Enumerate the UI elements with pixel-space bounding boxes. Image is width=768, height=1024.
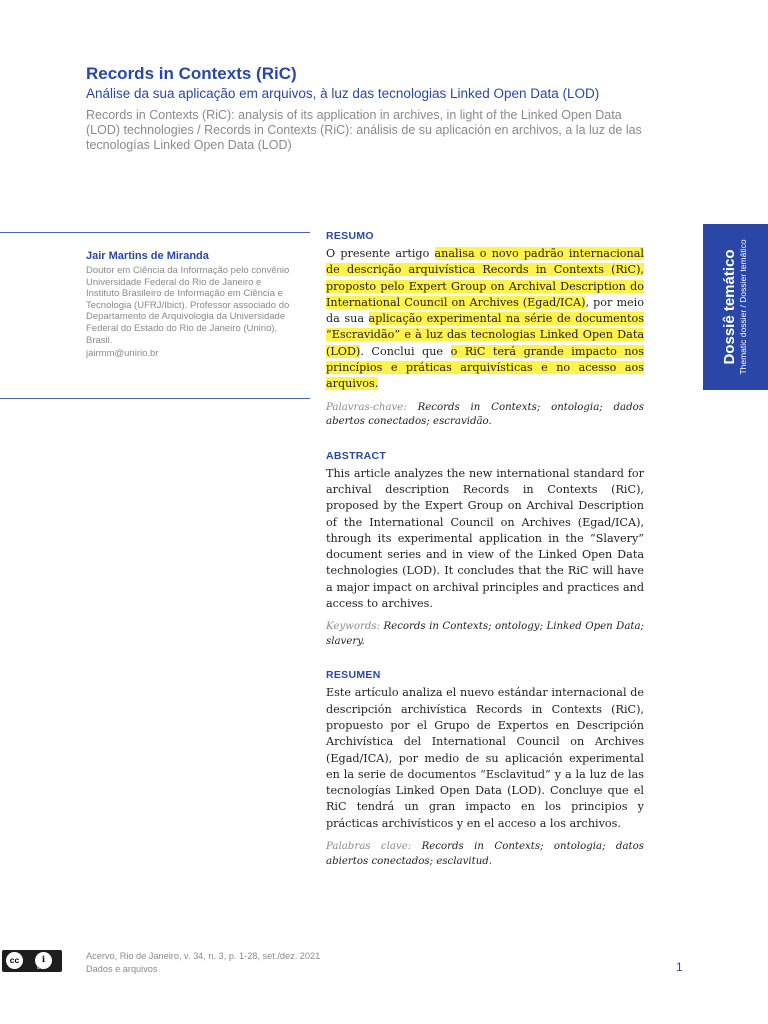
resumen-keywords-label: Palabras clave: [326, 841, 412, 853]
resumo-segment: . Conclui que [360, 344, 451, 358]
abstract-keywords [326, 620, 644, 649]
author-name: Jair Martins de Miranda [86, 250, 209, 262]
resumo-keywords-label: Palavras-chave: [326, 401, 407, 413]
abstract-keywords-label: Keywords: [326, 621, 381, 633]
resumen-text: Este artículo analiza el nuevo estándar internacional de descripción archivística Records in Contexts (RiC), propuesto por el Grupo de Expertos en Descripción Archivística del International Council on Archives (Egad/ICA), por medio de su aplicación experimental en la serie de documentos “Esclavitud” y a la luz de las tecnologías Linked Open Data (LOD). Concluye que el RiC tendrá un gran impacto en los principios y prácticas archivísticos y en el acceso a los archivos. [326, 686, 644, 830]
resumo-segment: , por meio da sua [326, 295, 644, 326]
author-bottom-divider [0, 398, 310, 399]
side-tab-sub-label: Thematic dossier / Dossier temático [738, 239, 748, 375]
author-email[interactable]: jairmm@unirio.br [86, 348, 159, 360]
footer-journal: Dados e arquivos [86, 964, 158, 974]
article-title: Records in Contexts (RiC) [86, 64, 297, 83]
abstract-keywords-text: Records in Contexts; ontology; Linked Open Data; slavery. [326, 621, 644, 647]
resumo-keywords [326, 401, 644, 430]
article-alt-title: Records in Contexts (RiC): analysis of its application in archives, in light of the Linked Open Data (LOD) technologies / Records in Contexts (RiC): análisis de su aplicación en archivos, a la luz de las tecnologías Linked Open Data (LOD) [86, 108, 642, 152]
resumo-section [326, 230, 644, 430]
article-subtitle: Análise da sua aplicação em arquivos, à luz das tecnologias Linked Open Data (LOD) [86, 86, 600, 101]
abstracts-column [326, 230, 644, 889]
resumen-keywords-text: Records in Contexts; ontologia; datos abiertos conectados; esclavitud. [326, 841, 644, 867]
cc-by-license-badge[interactable] [2, 950, 62, 972]
footer-citation: Acervo, Rio de Janeiro, v. 34, n. 3, p. 1-28, set./dez. 2021 [86, 951, 321, 961]
resumo-highlight: analisa o novo padrão internacional de descrição arquivística Records in Contexts (RiC), proposto pelo Expert Group on Archival Description do International Council on Archives (Egad/ICA) [326, 247, 644, 309]
attribution-icon: i [35, 952, 52, 969]
resumo-highlight: o RiC terá grande impacto nos princípios e práticas arquivísticas e no acesso aos arquivos. [326, 344, 645, 391]
side-tab-main-label: Dossiê temático [721, 249, 738, 365]
resumo-highlight: aplicação experimental na série de documentos “Escravidão” e à luz das tecnologias Linked Open Data (LOD) [326, 312, 644, 358]
author-top-divider [0, 232, 310, 233]
resumo-heading: RESUMO [326, 230, 374, 242]
abstract-section [326, 450, 644, 650]
resumen-heading: RESUMEN [326, 669, 381, 682]
author-block [86, 250, 296, 359]
creative-commons-icon: cc [6, 952, 23, 969]
resumo-keywords-text: Records in Contexts; ontologia; dados abertos conectados; escravidão. [326, 401, 644, 428]
abstract-heading: ABSTRACT [326, 449, 387, 462]
author-bio: Doutor em Ciência da Informação pelo convênio Universidade Federal do Rio de Janeiro e Instituto Brasileiro de Informação em Ciência e Tecnologia (UFRJ/Ibict). Professor associado do Departamento de Arquivologia da Universidade Federal do Estado do Rio de Janeiro (Unirio), Brasil. [86, 265, 290, 346]
dossier-side-tab [703, 224, 768, 390]
resumen-section [326, 669, 644, 869]
resumo-text [326, 246, 644, 393]
page-number: 1 [676, 960, 683, 974]
cc-by-label: BY [37, 965, 44, 971]
abstract-text: This article analyzes the new international standard for archival description Records in Contexts (RiC), proposed by the Expert Group on Archival Description of the International Council on Archives (Egad/ICA), through its experimental application in the “Slavery” document series and in view of the Linked Open Data technologies (LOD). It concludes that the RiC will have a major impact on archival principles and practices and access to archives. [326, 466, 644, 611]
resumen-keywords [326, 840, 644, 869]
resumo-segment: O presente artigo [326, 247, 435, 260]
side-tab-label [721, 239, 749, 374]
